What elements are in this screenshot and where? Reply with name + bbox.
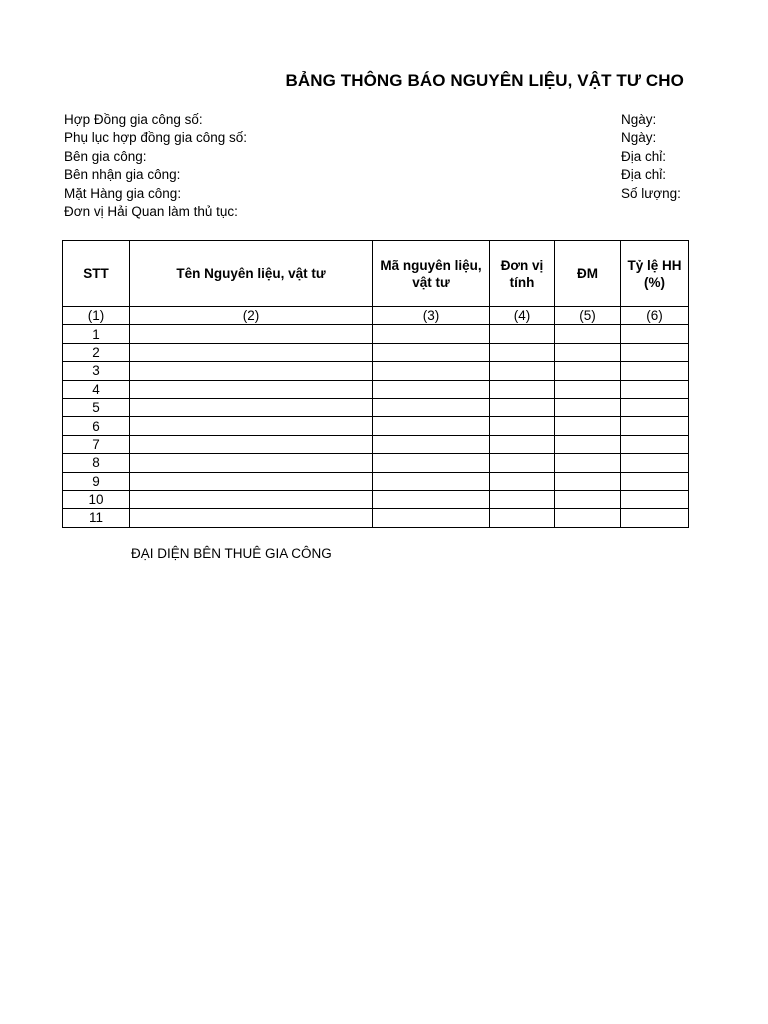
row-number-cell: 7	[63, 435, 130, 453]
table-cell	[555, 472, 621, 490]
table-cell	[490, 398, 555, 416]
table-cell	[373, 454, 490, 472]
table-row	[63, 325, 689, 343]
table-cell	[130, 417, 373, 435]
table-row	[63, 343, 689, 361]
row-number-cell: 5	[63, 398, 130, 416]
table-cell	[621, 509, 689, 527]
column-number: (1)	[63, 307, 130, 325]
left-info-block	[64, 111, 247, 221]
receiver-label: Bên nhận gia công:	[64, 167, 181, 183]
table-cell	[555, 380, 621, 398]
table-cell	[621, 325, 689, 343]
row-number-cell: 1	[63, 325, 130, 343]
table-cell	[130, 343, 373, 361]
table-cell	[373, 343, 490, 361]
table-row	[63, 417, 689, 435]
table-row	[63, 490, 689, 508]
header-norm: ĐM	[555, 241, 621, 307]
header-stt: STT	[63, 241, 130, 307]
table-row	[63, 380, 689, 398]
column-number: (3)	[373, 307, 490, 325]
table-cell	[490, 380, 555, 398]
row-number-cell: 4	[63, 380, 130, 398]
table-cell	[555, 490, 621, 508]
table-cell	[373, 490, 490, 508]
processor-address-label: Địa chỉ:	[621, 148, 667, 164]
table-cell	[555, 509, 621, 527]
table-cell	[555, 417, 621, 435]
table-cell	[555, 435, 621, 453]
column-number: (6)	[621, 307, 689, 325]
table-cell	[490, 454, 555, 472]
table-cell	[130, 398, 373, 416]
row-number-cell: 9	[63, 472, 130, 490]
appendix-date-label: Ngày:	[621, 130, 657, 146]
table-cell	[555, 398, 621, 416]
table-cell	[130, 435, 373, 453]
table-cell	[490, 362, 555, 380]
table-cell	[373, 435, 490, 453]
appendix-number-label: Phụ lục hợp đồng gia công số:	[64, 130, 247, 146]
document-title: BẢNG THÔNG BÁO NGUYÊN LIỆU, VẬT TƯ CHO	[285, 71, 684, 90]
table-cell	[621, 380, 689, 398]
table-cell	[621, 417, 689, 435]
table-cell	[373, 417, 490, 435]
row-number-cell: 6	[63, 417, 130, 435]
table-cell	[373, 472, 490, 490]
header-material-name: Tên Nguyên liệu, vật tư	[130, 241, 373, 307]
table-row	[63, 472, 689, 490]
column-number: (4)	[490, 307, 555, 325]
column-number-row	[63, 307, 689, 325]
table-cell	[130, 509, 373, 527]
table-cell	[490, 435, 555, 453]
contract-number-label: Hợp Đồng gia công số:	[64, 112, 203, 127]
quantity-label: Số lượng:	[621, 185, 681, 201]
row-number-cell: 8	[63, 454, 130, 472]
table-row	[63, 362, 689, 380]
receiver-address-label: Địa chỉ:	[621, 167, 667, 183]
goods-label: Mặt Hàng gia công:	[64, 185, 182, 201]
table-cell	[621, 454, 689, 472]
table-cell	[490, 490, 555, 508]
right-info-block	[621, 111, 681, 203]
header-unit: Đơn vị tính	[490, 241, 555, 307]
table-cell	[490, 325, 555, 343]
signature-label: ĐẠI DIỆN BÊN THUÊ GIA CÔNG	[131, 546, 332, 561]
header-material-code: Mã nguyên liệu, vật tư	[373, 241, 490, 307]
column-number: (5)	[555, 307, 621, 325]
table-cell	[373, 380, 490, 398]
table-cell	[130, 380, 373, 398]
table-cell	[373, 398, 490, 416]
table-cell	[555, 343, 621, 361]
row-number-cell: 2	[63, 343, 130, 361]
table-row	[63, 454, 689, 472]
table-body	[63, 307, 689, 528]
table-cell	[621, 398, 689, 416]
table-cell	[555, 325, 621, 343]
header-loss-rate: Tỷ lệ HH (%)	[621, 241, 689, 307]
row-number-cell: 10	[63, 490, 130, 508]
table-row	[63, 398, 689, 416]
table-cell	[555, 454, 621, 472]
materials-table	[62, 240, 689, 528]
row-number-cell: 11	[63, 509, 130, 527]
table-cell	[490, 472, 555, 490]
table-cell	[490, 509, 555, 527]
processor-label: Bên gia công:	[64, 148, 147, 164]
table-cell	[130, 454, 373, 472]
table-cell	[621, 343, 689, 361]
table-cell	[621, 362, 689, 380]
table-header-row	[63, 241, 689, 307]
table-cell	[490, 417, 555, 435]
table-cell	[130, 362, 373, 380]
row-number-cell: 3	[63, 362, 130, 380]
table-cell	[621, 435, 689, 453]
table-cell	[621, 490, 689, 508]
table-cell	[373, 362, 490, 380]
table-cell	[373, 509, 490, 527]
column-number: (2)	[130, 307, 373, 325]
table-cell	[555, 362, 621, 380]
table-cell	[130, 472, 373, 490]
table-cell	[373, 325, 490, 343]
table-cell	[130, 490, 373, 508]
table-cell	[130, 325, 373, 343]
table-row	[63, 435, 689, 453]
customs-office-label: Đơn vị Hải Quan làm thủ tục:	[64, 203, 238, 219]
table-cell	[490, 343, 555, 361]
contract-date-label: Ngày:	[621, 112, 657, 127]
table-cell	[621, 472, 689, 490]
table-row	[63, 509, 689, 527]
